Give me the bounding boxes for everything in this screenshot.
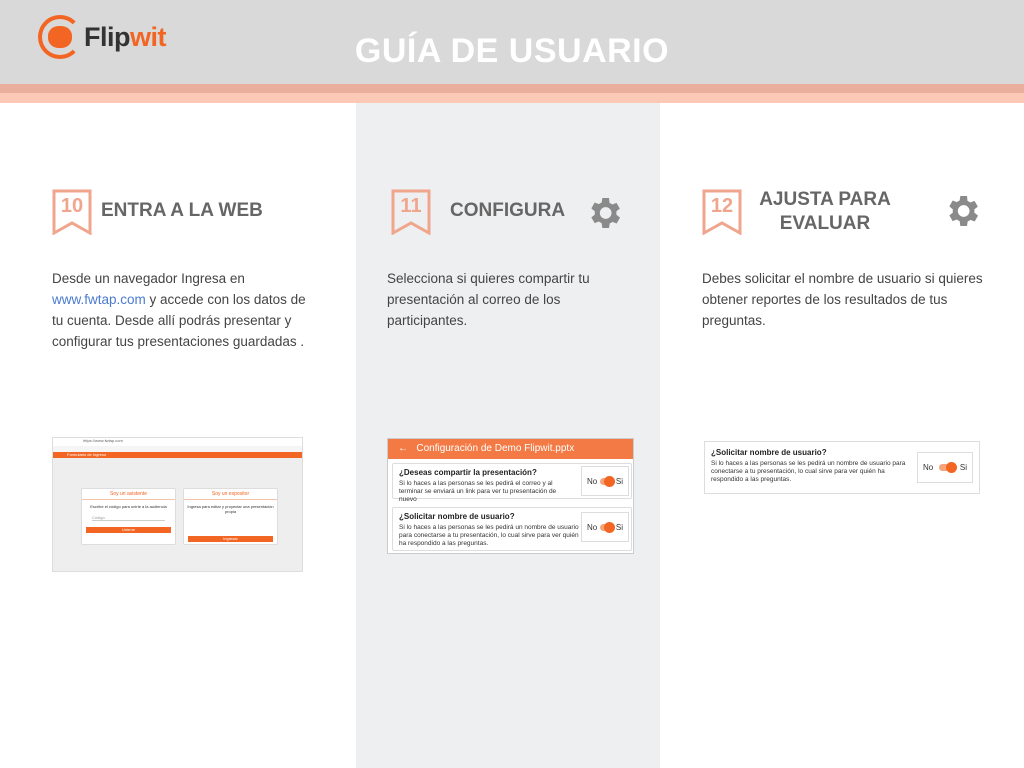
back-arrow-icon: ← (398, 443, 408, 454)
step-description: Desde un navegador Ingresa en www.fwtap.com y accede con los datos de tu cuenta. Desde allí podrás presentar y configurar tus presentaciones guardadas . (52, 271, 306, 349)
step-description: Selecciona si quieres compartir tu presentación al correo de los participantes. (387, 271, 590, 328)
flipwit-logo: Flipwit (38, 15, 166, 59)
username-toggle[interactable]: No Si (917, 452, 973, 483)
step-badge: 12 (702, 189, 742, 235)
step-badge: 11 (391, 189, 431, 235)
page-title: GUÍA DE USUARIO (354, 32, 670, 70)
share-toggle[interactable]: No Si (581, 466, 629, 496)
gear-icon (584, 193, 624, 233)
config-screenshot: ← Configuración de Demo Flipwit.pptx ¿Deseas compartir la presentación? Si lo haces a las personas se les pedirá el correo y al terminar se enviará un link para ver tu presentación de nuevo No Si ¿Solicitar nombre de usuario? Si lo haces a las personas se les pedirá un nombre de usuario para conectarse a tu presentación, lo cual sirve para ver quién ha respondido a las preguntas. No Si (387, 438, 634, 554)
step-title: CONFIGURA (450, 200, 566, 221)
step-title: AJUSTA PARA EVALUAR (759, 189, 891, 234)
username-screenshot: ¿Solicitar nombre de usuario? Si lo haces a las personas se les pedirá un nombre de usuario para conectarse a tu presentación, lo cual sirve para ver quién ha respondido a las preguntas. No Si (704, 441, 980, 494)
gear-icon (942, 191, 982, 231)
fwtap-link[interactable]: www.fwtap.com (52, 292, 146, 307)
step-title: ENTRA A LA WEB (101, 200, 263, 221)
header-band (0, 84, 1024, 93)
username-toggle[interactable]: No Si (581, 512, 629, 542)
step-description: Debes solicitar el nombre de usuario si quieres obtener reportes de los resultados de tus preguntas. (702, 271, 983, 328)
header-band-light (0, 93, 1024, 103)
step-badge: 10 (52, 189, 92, 235)
login-screenshot: https://www.fwtap.com Formulario de Ingreso Soy un asistente Escribe el código para unirte a la audiencia Código Unirme Soy un expositor Ingresa para editar y proyectar una presentación propia Ingresar (52, 437, 303, 572)
